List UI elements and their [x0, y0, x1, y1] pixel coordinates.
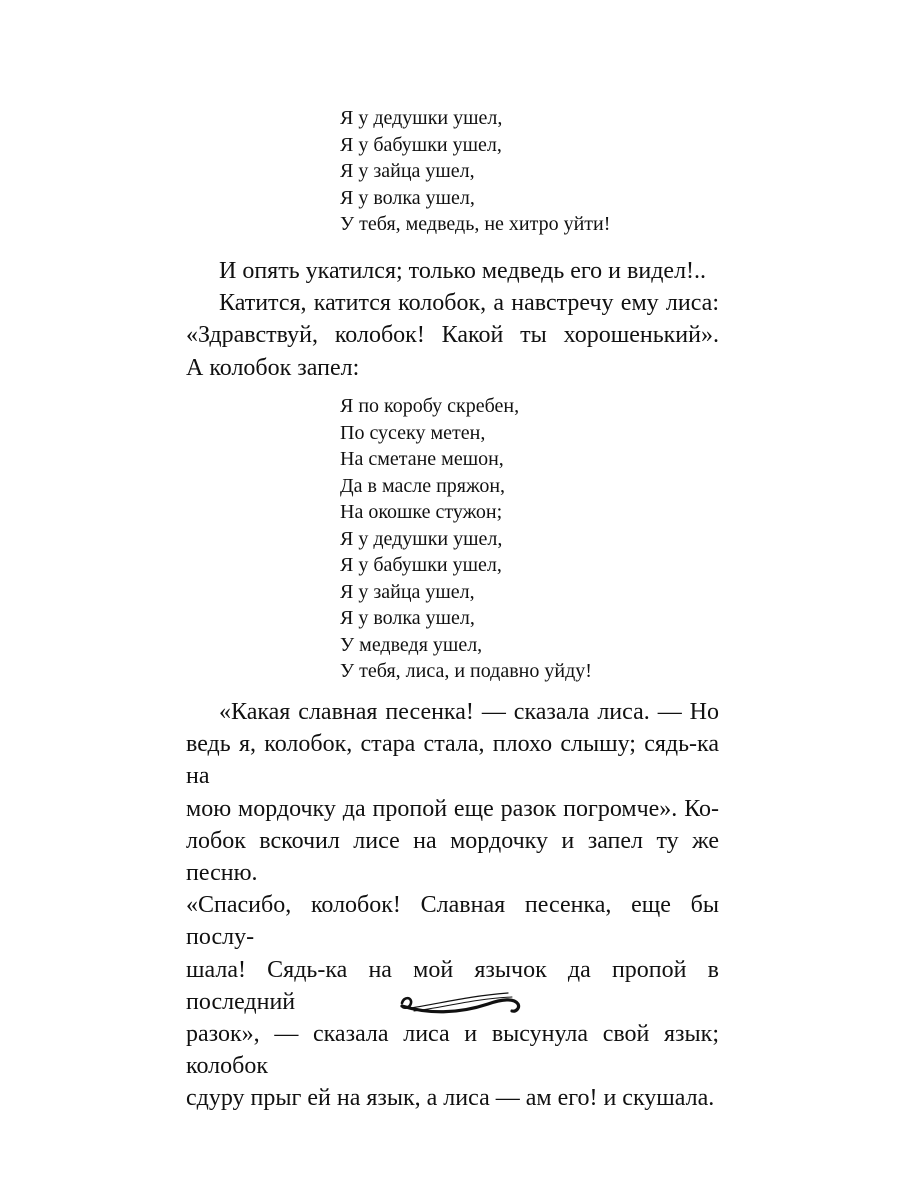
prose-line: лобок вскочил лисе на мордочку и запел ту же песню. [186, 827, 719, 887]
verse-line: Да в масле пряжон, [340, 474, 506, 497]
verse-stanza-2 [340, 393, 592, 685]
prose-line: «Здравствуй, колобок! Какой ты хорошенький». [186, 322, 719, 349]
verse-line: У тебя, медведь, не хитро уйти! [340, 213, 611, 235]
verse-line: По сусеку метен, [340, 421, 486, 444]
prose-paragraph-2 [186, 696, 719, 1115]
verse-line: Я у волка ушел, [340, 186, 475, 209]
prose-paragraph-1 [186, 255, 719, 384]
prose-line: «Спасибо, колобок! Славная песенка, еще бы послу- [186, 892, 719, 951]
verse-line: У тебя, лиса, и подавно уйду! [340, 660, 592, 682]
verse-line: Я у дедушки ушел, [340, 527, 503, 550]
verse-line: Я у зайца ушел, [340, 160, 475, 182]
prose-line: А колобок запел: [186, 354, 360, 381]
verse-line: У медведя ушел, [340, 633, 483, 656]
prose-line: шала! Сядь-ка на мой язычок да пропой в последний [186, 956, 719, 1015]
prose-line: Катится, катится колобок, а навстречу ему лиса: [219, 290, 719, 317]
verse-line: Я у бабушки ушел, [340, 133, 502, 156]
flourish-ornament-icon [398, 984, 522, 1018]
verse-line: Я у волка ушел, [340, 607, 475, 629]
verse-line: На сметане мешон, [340, 448, 504, 470]
verse-stanza-1 [340, 105, 610, 238]
prose-line: «Какая славная песенка! — сказала лиса. — Но [219, 699, 719, 725]
verse-line: Я у зайца ушел, [340, 580, 475, 603]
prose-line: разок», — сказала лиса и высунула свой язык; колобок [186, 1021, 719, 1080]
prose-line: ведь я, колобок, стара стала, плохо слышу; сядь-ка на [186, 731, 719, 790]
verse-line: На окошке стужон; [340, 501, 503, 523]
prose-line: мою мордочку да пропой еще разок погромче». Ко- [186, 795, 719, 822]
verse-line: Я у бабушки ушел, [340, 554, 502, 576]
prose-line: сдуру прыг ей на язык, а лиса — ам его! и скушала. [186, 1085, 715, 1112]
prose-line: И опять укатился; только медведь его и видел!.. [219, 258, 707, 284]
verse-line: Я у дедушки ушел, [340, 107, 503, 129]
verse-line: Я по коробу скребен, [340, 395, 520, 417]
